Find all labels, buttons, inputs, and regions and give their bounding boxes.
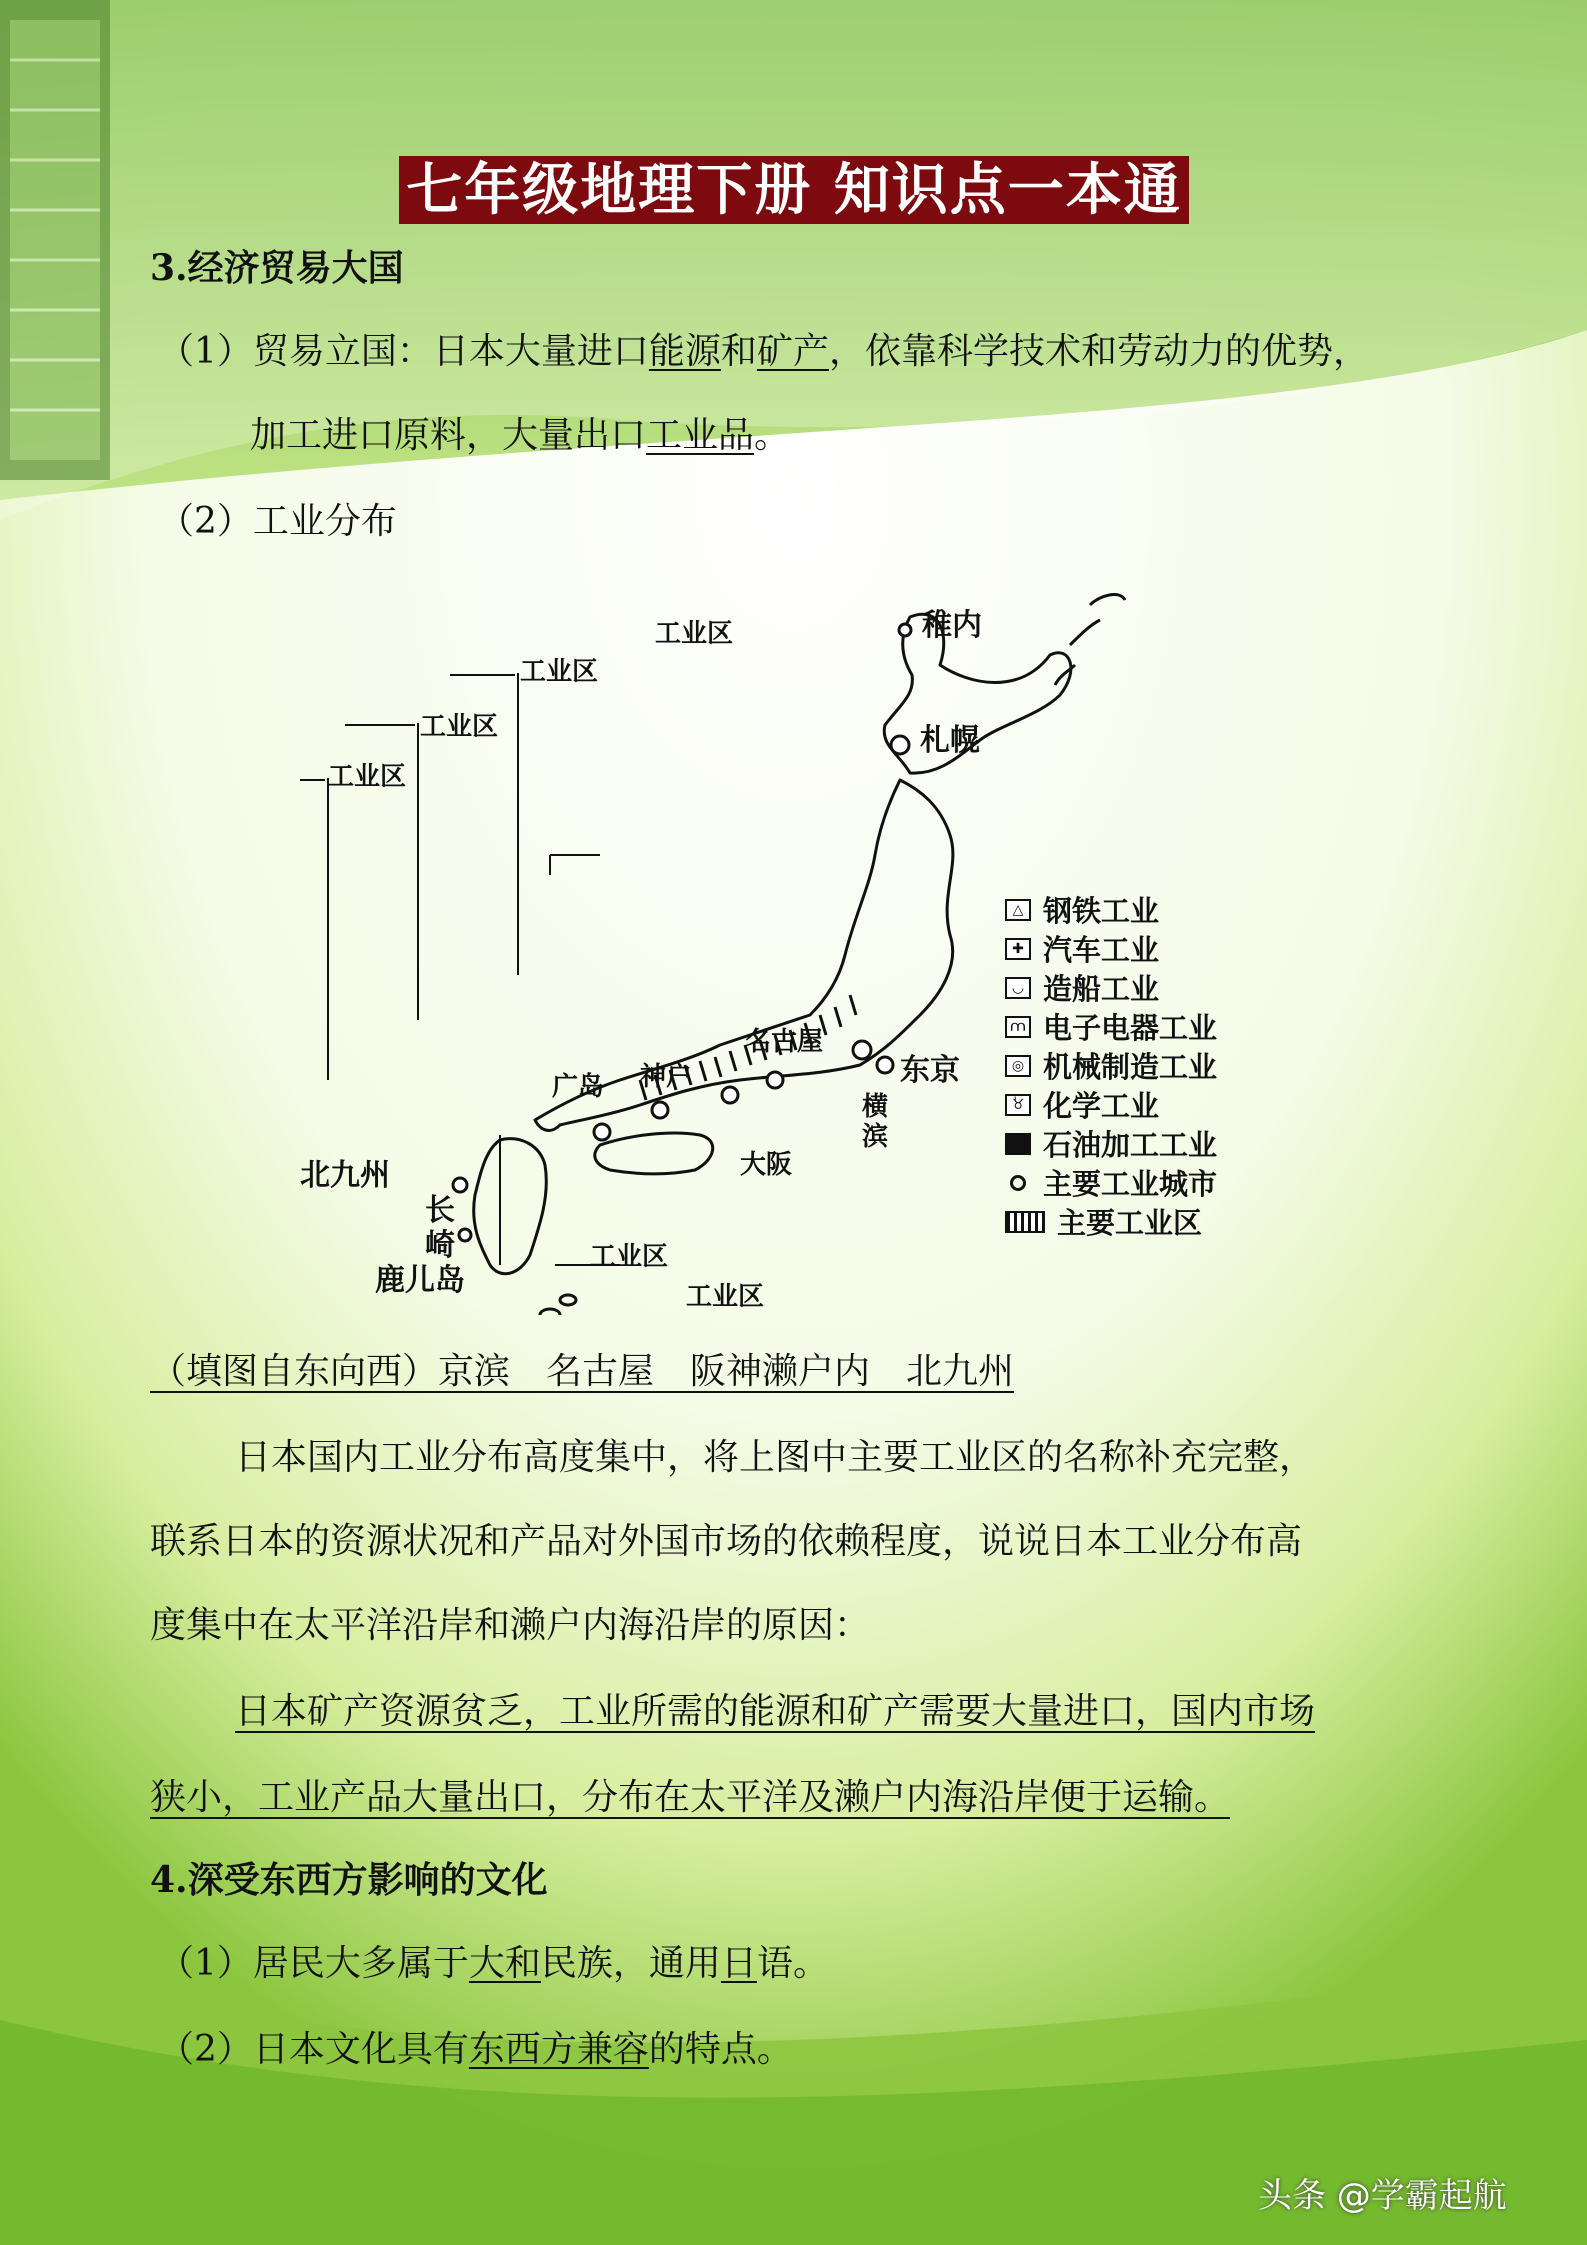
map-blank-label-4: 工业区 (328, 762, 407, 792)
shipbuilding-icon: ◡ (1005, 977, 1031, 999)
answer-line-2: 狭小，工业产品大量出口，分布在太平洋及濑户内海沿岸便于运输。 (150, 1777, 1231, 1818)
machinery-icon: ◎ (1005, 1055, 1031, 1077)
city-nagoya: 名古屋 (745, 1027, 824, 1057)
steel-icon: △ (1005, 899, 1031, 921)
city-sapporo: 札幌 (920, 723, 980, 758)
map-blank-label-2: 工业区 (520, 657, 599, 687)
section-heading-culture: 4.深受东西方影响的文化 (150, 1859, 548, 1901)
city-wakkanai: 稚内 (922, 608, 982, 643)
city-yokohama-1: 横 (862, 1092, 889, 1122)
chemical-icon: ٰ♉ (1005, 1094, 1031, 1116)
city-icon (1010, 1175, 1026, 1191)
map-blank-label-5: 工业区 (590, 1242, 669, 1272)
culture-item-2: （2）日本文化具有东西方兼容的特点。 (158, 2029, 793, 2070)
legend-item-industrial-zone: 主要工业区 (1005, 1202, 1305, 1241)
page-title: 七年级地理下册 知识点一本通 (399, 156, 1189, 224)
industry-distribution-heading: （2）工业分布 (158, 501, 397, 542)
shikoku-outline (595, 1133, 713, 1174)
kyushu-outline (474, 1139, 547, 1274)
city-kagoshima: 鹿儿岛 (375, 1263, 465, 1298)
answer-energy: 能源 (648, 331, 721, 372)
question-line-2: 联系日本的资源状况和产品对外国市场的依赖程度，说说日本工业分布高 (150, 1521, 1303, 1562)
watermark-footer: 头条 @学霸起航 (1258, 2176, 1507, 2216)
electronics-icon: ⩋ (1005, 1016, 1031, 1038)
map-blank-label-6: 工业区 (686, 1282, 765, 1312)
industrial-zone-icon (1005, 1211, 1045, 1233)
legend-item-city: 主要工业城市 (1005, 1163, 1305, 1202)
map-blank-label-1: 工业区 (655, 619, 734, 649)
legend-item-petroleum: ▲ 石油加工工业 (1005, 1124, 1305, 1163)
city-kitakyushu: 北九州 (300, 1158, 390, 1193)
legend-item-automobile: ✚ 汽车工业 (1005, 929, 1305, 968)
fill-in-answer: （填图自东向西）京滨 名古屋 阪神濑户内 北九州 (150, 1351, 1015, 1392)
city-tokyo: 东京 (900, 1053, 960, 1088)
question-line-3: 度集中在太平洋沿岸和濑户内海沿岸的原因： (150, 1605, 871, 1646)
legend-item-shipbuilding: ◡ 造船工业 (1005, 968, 1305, 1007)
answer-line-1: 日本矿产资源贫乏，工业所需的能源和矿产需要大量进口，国内市场 (235, 1691, 1316, 1732)
answer-east-west: 东西方兼容 (468, 2029, 649, 2070)
map-legend (1005, 890, 1305, 1241)
legend-item-electronics: ⩋ 电子电器工业 (1005, 1007, 1305, 1046)
trade-paragraph-line2: 加工进口原料，大量出口工业品。 (250, 415, 791, 456)
answer-japanese: 日 (720, 1943, 757, 1984)
automobile-icon: ✚ (1005, 938, 1031, 960)
kuril-islands (1055, 595, 1125, 685)
city-nagasaki-2: 崎 (425, 1228, 455, 1263)
legend-item-chemical: ٰ♉ 化学工业 (1005, 1085, 1305, 1124)
map-blank-label-3: 工业区 (420, 712, 499, 742)
question-line-1: 日本国内工业分布高度集中，将上图中主要工业区的名称补充完整， (235, 1437, 1316, 1478)
city-hiroshima: 广岛 (552, 1072, 605, 1102)
culture-item-1: （1）居民大多属于大和民族，通用日语。 (158, 1943, 829, 1984)
trade-paragraph-line1: （1）贸易立国：日本大量进口能源和矿产，依靠科学技术和劳动力的优势， (158, 331, 1369, 372)
city-nagasaki-1: 长 (425, 1193, 455, 1228)
petroleum-icon: ▲ (1005, 1133, 1031, 1155)
section-heading-economy: 3.经济贸易大国 (150, 247, 404, 289)
legend-item-machinery: ◎ 机械制造工业 (1005, 1046, 1305, 1085)
answer-yamato: 大和 (468, 1943, 541, 1984)
city-yokohama-2: 滨 (862, 1122, 889, 1152)
city-kobe: 神户 (640, 1062, 693, 1092)
answer-industrial-goods: 工业品 (646, 415, 755, 456)
answer-minerals: 矿产 (756, 331, 829, 372)
legend-item-steel: △ 钢铁工业 (1005, 890, 1305, 929)
city-osaka: 大阪 (740, 1150, 793, 1180)
